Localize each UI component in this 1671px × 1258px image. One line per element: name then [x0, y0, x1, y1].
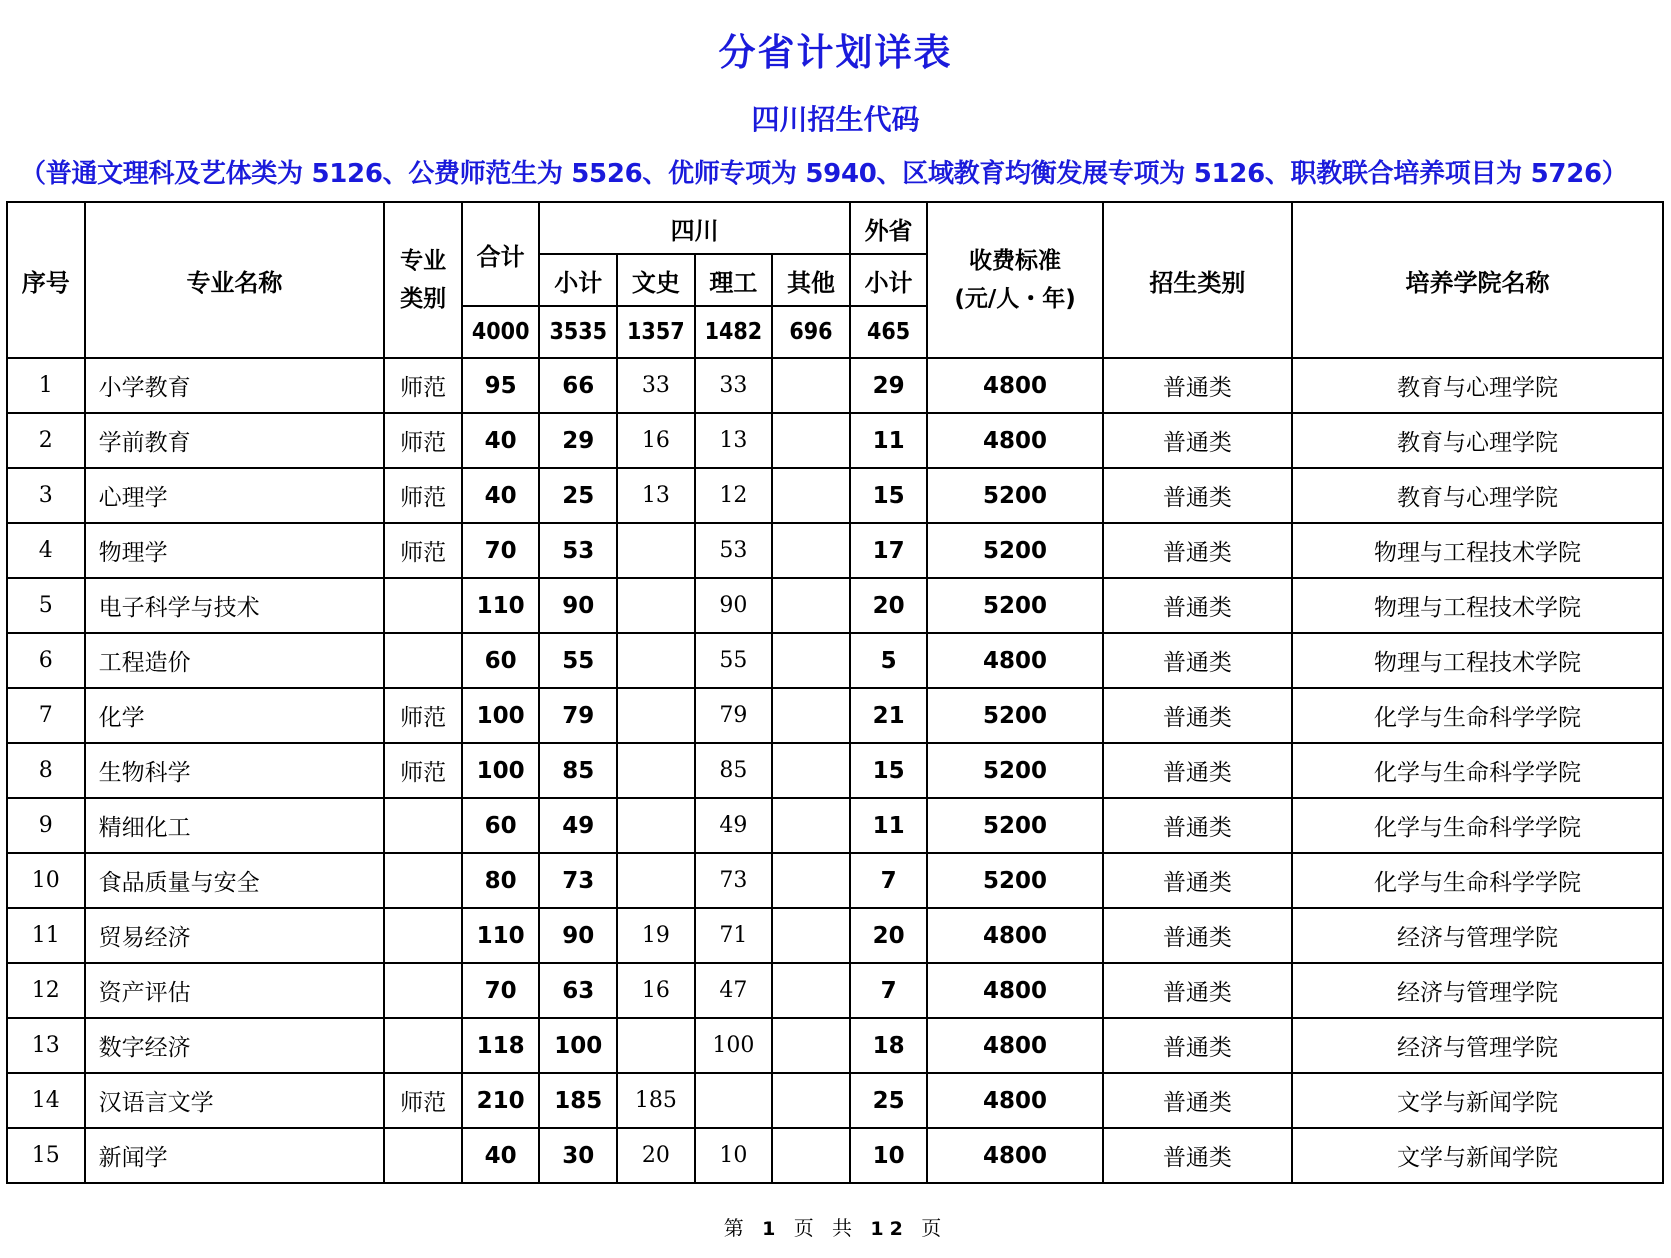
enrollment-code-note: （普通文理科及艺体类为 5126、公费师范生为 5526、优师专项为 5940、区域教育均衡发展专项为 5126、职教联合培养项目为 5726） [20, 159, 1628, 189]
cell-ligong: 100 [695, 1018, 773, 1073]
cell-ws-subtotal: 7 [850, 853, 928, 908]
cell-category: 普通类 [1103, 1073, 1292, 1128]
cell-sc-subtotal: 73 [539, 853, 617, 908]
cell-major-type [384, 1128, 462, 1183]
cell-total: 40 [462, 1128, 540, 1183]
cell-major-type: 师范 [384, 743, 462, 798]
cell-college: 化学与生命科学学院 [1292, 798, 1663, 853]
cell-other [772, 523, 850, 578]
cell-ligong: 55 [695, 633, 773, 688]
cell-seq: 11 [7, 908, 85, 963]
cell-major-name: 资产评估 [85, 963, 385, 1018]
cell-total: 70 [462, 523, 540, 578]
cell-sc-subtotal: 79 [539, 688, 617, 743]
cell-wenshi [617, 798, 695, 853]
cell-wenshi: 13 [617, 468, 695, 523]
header-major-type-line2: 类别 [400, 286, 447, 312]
cell-college: 经济与管理学院 [1292, 1018, 1663, 1073]
cell-fee: 5200 [927, 688, 1102, 743]
cell-category: 普通类 [1103, 633, 1292, 688]
cell-fee: 4800 [927, 1073, 1102, 1128]
cell-sc-subtotal: 66 [539, 358, 617, 413]
header-wenshi: 文史 [617, 254, 695, 306]
cell-fee: 4800 [927, 1128, 1102, 1183]
cell-ligong: 73 [695, 853, 773, 908]
cell-major-name: 学前教育 [85, 413, 385, 468]
cell-major-type: 师范 [384, 358, 462, 413]
cell-other [772, 688, 850, 743]
cell-fee: 5200 [927, 468, 1102, 523]
cell-category: 普通类 [1103, 523, 1292, 578]
cell-college: 经济与管理学院 [1292, 963, 1663, 1018]
cell-category: 普通类 [1103, 743, 1292, 798]
cell-wenshi [617, 633, 695, 688]
cell-sc-subtotal: 49 [539, 798, 617, 853]
cell-ligong: 90 [695, 578, 773, 633]
cell-ws-subtotal: 15 [850, 468, 928, 523]
cell-major-type: 师范 [384, 413, 462, 468]
cell-college: 化学与生命科学学院 [1292, 743, 1663, 798]
cell-category: 普通类 [1103, 358, 1292, 413]
cell-sc-subtotal: 90 [539, 908, 617, 963]
cell-total: 60 [462, 798, 540, 853]
cell-wenshi: 20 [617, 1128, 695, 1183]
cell-major-type [384, 853, 462, 908]
header-category: 招生类别 [1103, 202, 1292, 358]
cell-seq: 5 [7, 578, 85, 633]
cell-wenshi [617, 743, 695, 798]
cell-major-name: 小学教育 [85, 358, 385, 413]
cell-category: 普通类 [1103, 413, 1292, 468]
cell-college: 物理与工程技术学院 [1292, 523, 1663, 578]
cell-ws-subtotal: 21 [850, 688, 928, 743]
cell-major-type: 师范 [384, 523, 462, 578]
header-total: 合计 [462, 202, 540, 306]
header-sichuan: 四川 [539, 202, 849, 254]
table-row [7, 1018, 1663, 1073]
table-row [7, 1073, 1663, 1128]
cell-major-name: 化学 [85, 688, 385, 743]
cell-sc-subtotal: 25 [539, 468, 617, 523]
cell-ws-subtotal: 17 [850, 523, 928, 578]
cell-other [772, 1073, 850, 1128]
page-title: 分省计划详表 [718, 31, 953, 74]
cell-wenshi [617, 688, 695, 743]
cell-category: 普通类 [1103, 468, 1292, 523]
total-ws-subtotal: 465 [850, 306, 928, 358]
cell-sc-subtotal: 55 [539, 633, 617, 688]
cell-ws-subtotal: 5 [850, 633, 928, 688]
cell-seq: 1 [7, 358, 85, 413]
cell-major-type: 师范 [384, 1073, 462, 1128]
cell-college: 文学与新闻学院 [1292, 1128, 1663, 1183]
table-body [7, 358, 1663, 1183]
cell-fee: 5200 [927, 523, 1102, 578]
table-row [7, 523, 1663, 578]
cell-other [772, 1128, 850, 1183]
cell-other [772, 853, 850, 908]
cell-college: 物理与工程技术学院 [1292, 633, 1663, 688]
cell-major-type [384, 578, 462, 633]
cell-wenshi: 33 [617, 358, 695, 413]
cell-total: 100 [462, 688, 540, 743]
cell-major-name: 物理学 [85, 523, 385, 578]
cell-category: 普通类 [1103, 578, 1292, 633]
header-major-name: 专业名称 [85, 202, 385, 358]
footer-mid: 页 共 [793, 1216, 859, 1240]
cell-college: 化学与生命科学学院 [1292, 688, 1663, 743]
cell-total: 110 [462, 908, 540, 963]
cell-other [772, 358, 850, 413]
total-sc-subtotal: 3535 [539, 306, 617, 358]
cell-total: 110 [462, 578, 540, 633]
cell-college: 物理与工程技术学院 [1292, 578, 1663, 633]
cell-sc-subtotal: 30 [539, 1128, 617, 1183]
cell-fee: 4800 [927, 963, 1102, 1018]
cell-seq: 14 [7, 1073, 85, 1128]
header-fee-line2: (元/人・年) [954, 286, 1076, 312]
table-row [7, 1128, 1663, 1183]
cell-other [772, 908, 850, 963]
cell-major-name: 新闻学 [85, 1128, 385, 1183]
cell-ligong: 13 [695, 413, 773, 468]
cell-wenshi [617, 578, 695, 633]
cell-category: 普通类 [1103, 688, 1292, 743]
cell-major-name: 生物科学 [85, 743, 385, 798]
cell-fee: 4800 [927, 1018, 1102, 1073]
cell-ligong: 71 [695, 908, 773, 963]
table-row [7, 798, 1663, 853]
cell-seq: 6 [7, 633, 85, 688]
header-major-type [384, 202, 462, 358]
cell-fee: 4800 [927, 358, 1102, 413]
cell-ws-subtotal: 11 [850, 798, 928, 853]
cell-major-name: 心理学 [85, 468, 385, 523]
cell-wenshi [617, 523, 695, 578]
cell-ligong: 53 [695, 523, 773, 578]
cell-ligong: 47 [695, 963, 773, 1018]
footer-suffix: 页 [921, 1216, 948, 1240]
cell-other [772, 743, 850, 798]
cell-other [772, 633, 850, 688]
total-other: 696 [772, 306, 850, 358]
cell-college: 教育与心理学院 [1292, 413, 1663, 468]
page-footer [0, 1212, 1671, 1241]
cell-sc-subtotal: 85 [539, 743, 617, 798]
cell-seq: 3 [7, 468, 85, 523]
table-row [7, 908, 1663, 963]
cell-sc-subtotal: 90 [539, 578, 617, 633]
table-row [7, 633, 1663, 688]
cell-ligong: 33 [695, 358, 773, 413]
cell-ws-subtotal: 18 [850, 1018, 928, 1073]
cell-wenshi: 185 [617, 1073, 695, 1128]
cell-major-type [384, 1018, 462, 1073]
cell-total: 40 [462, 468, 540, 523]
header-seq: 序号 [7, 202, 85, 358]
table-header [7, 202, 1663, 358]
cell-ligong [695, 1073, 773, 1128]
cell-category: 普通类 [1103, 1018, 1292, 1073]
table-row [7, 413, 1663, 468]
cell-major-name: 贸易经济 [85, 908, 385, 963]
cell-major-name: 工程造价 [85, 633, 385, 688]
cell-fee: 5200 [927, 743, 1102, 798]
page-subtitle: 四川招生代码 [751, 103, 920, 136]
cell-fee: 4800 [927, 633, 1102, 688]
cell-college: 化学与生命科学学院 [1292, 853, 1663, 908]
table-row [7, 358, 1663, 413]
cell-total: 95 [462, 358, 540, 413]
cell-other [772, 578, 850, 633]
cell-other [772, 1018, 850, 1073]
cell-seq: 15 [7, 1128, 85, 1183]
cell-total: 100 [462, 743, 540, 798]
header-ws-subtotal: 小计 [850, 254, 928, 306]
cell-other [772, 798, 850, 853]
total-ligong: 1482 [695, 306, 773, 358]
cell-sc-subtotal: 185 [539, 1073, 617, 1128]
cell-fee: 5200 [927, 578, 1102, 633]
cell-category: 普通类 [1103, 798, 1292, 853]
cell-college: 经济与管理学院 [1292, 908, 1663, 963]
header-sc-subtotal: 小计 [539, 254, 617, 306]
cell-wenshi [617, 853, 695, 908]
header-major-type-line1: 专业 [400, 248, 447, 274]
cell-major-name: 数字经济 [85, 1018, 385, 1073]
cell-sc-subtotal: 63 [539, 963, 617, 1018]
cell-ws-subtotal: 25 [850, 1073, 928, 1128]
cell-other [772, 468, 850, 523]
cell-major-type [384, 908, 462, 963]
cell-seq: 10 [7, 853, 85, 908]
cell-major-type [384, 963, 462, 1018]
cell-total: 60 [462, 633, 540, 688]
total-wenshi: 1357 [617, 306, 695, 358]
cell-ligong: 85 [695, 743, 773, 798]
cell-fee: 5200 [927, 853, 1102, 908]
cell-total: 40 [462, 413, 540, 468]
footer-page-count: 12 [870, 1218, 909, 1240]
cell-wenshi: 19 [617, 908, 695, 963]
plan-table [6, 201, 1664, 1184]
table-row [7, 963, 1663, 1018]
cell-fee: 4800 [927, 413, 1102, 468]
cell-category: 普通类 [1103, 853, 1292, 908]
cell-ligong: 12 [695, 468, 773, 523]
cell-seq: 13 [7, 1018, 85, 1073]
header-other: 其他 [772, 254, 850, 306]
cell-ligong: 10 [695, 1128, 773, 1183]
cell-major-name: 电子科学与技术 [85, 578, 385, 633]
cell-college: 文学与新闻学院 [1292, 1073, 1663, 1128]
footer-prefix: 第 [723, 1216, 750, 1240]
cell-sc-subtotal: 53 [539, 523, 617, 578]
cell-seq: 9 [7, 798, 85, 853]
cell-major-type: 师范 [384, 688, 462, 743]
cell-ws-subtotal: 20 [850, 578, 928, 633]
cell-ws-subtotal: 29 [850, 358, 928, 413]
cell-seq: 12 [7, 963, 85, 1018]
cell-major-type [384, 798, 462, 853]
cell-category: 普通类 [1103, 963, 1292, 1018]
cell-fee: 4800 [927, 908, 1102, 963]
total-all: 4000 [462, 306, 540, 358]
cell-major-name: 精细化工 [85, 798, 385, 853]
cell-other [772, 413, 850, 468]
header-college: 培养学院名称 [1292, 202, 1663, 358]
table-row [7, 688, 1663, 743]
cell-major-type: 师范 [384, 468, 462, 523]
cell-seq: 4 [7, 523, 85, 578]
cell-sc-subtotal: 29 [539, 413, 617, 468]
header-fee-line1: 收费标准 [969, 248, 1062, 274]
cell-seq: 8 [7, 743, 85, 798]
cell-fee: 5200 [927, 798, 1102, 853]
cell-category: 普通类 [1103, 1128, 1292, 1183]
cell-ligong: 79 [695, 688, 773, 743]
header-ligong: 理工 [695, 254, 773, 306]
cell-major-type [384, 633, 462, 688]
cell-college: 教育与心理学院 [1292, 468, 1663, 523]
cell-seq: 7 [7, 688, 85, 743]
table-row [7, 853, 1663, 908]
cell-major-name: 汉语言文学 [85, 1073, 385, 1128]
table-row [7, 743, 1663, 798]
cell-ws-subtotal: 10 [850, 1128, 928, 1183]
cell-ws-subtotal: 20 [850, 908, 928, 963]
cell-seq: 2 [7, 413, 85, 468]
cell-ws-subtotal: 15 [850, 743, 928, 798]
cell-total: 80 [462, 853, 540, 908]
footer-page-number: 1 [762, 1218, 782, 1240]
cell-college: 教育与心理学院 [1292, 358, 1663, 413]
cell-total: 70 [462, 963, 540, 1018]
header-waisheng: 外省 [850, 202, 928, 254]
table-row [7, 578, 1663, 633]
cell-major-name: 食品质量与安全 [85, 853, 385, 908]
cell-ligong: 49 [695, 798, 773, 853]
cell-other [772, 963, 850, 1018]
cell-ws-subtotal: 11 [850, 413, 928, 468]
table-row [7, 468, 1663, 523]
cell-wenshi: 16 [617, 413, 695, 468]
cell-wenshi: 16 [617, 963, 695, 1018]
cell-total: 118 [462, 1018, 540, 1073]
cell-wenshi [617, 1018, 695, 1073]
cell-sc-subtotal: 100 [539, 1018, 617, 1073]
header-fee [927, 202, 1102, 358]
cell-ws-subtotal: 7 [850, 963, 928, 1018]
cell-category: 普通类 [1103, 908, 1292, 963]
cell-total: 210 [462, 1073, 540, 1128]
